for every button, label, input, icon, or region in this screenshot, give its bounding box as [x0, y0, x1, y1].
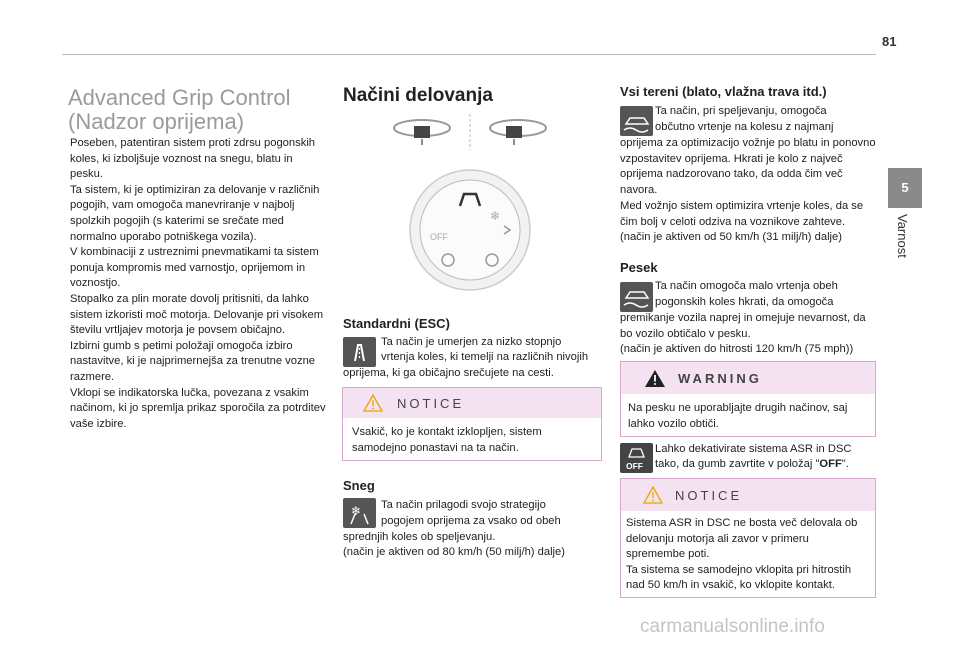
watermark: carmanualsonline.info: [640, 616, 825, 637]
notice-label: NOTICE: [675, 488, 743, 503]
notice-header: [343, 388, 601, 418]
notice-label: NOTICE: [397, 396, 465, 411]
standard-desc-line1: Ta način je umerjen za nizko stopnjo: [381, 336, 562, 348]
mud-desc-line3: oprijema za optimizacijo vožnje po blatu in ponovno vzpostavitev oprijema. Hkrati je kolo z največ oprijema nadzorovano tako, da odda čim več navora.: [620, 137, 876, 196]
notice-warning-icon: [363, 394, 383, 412]
page-number: 81: [882, 34, 897, 49]
mud-desc-line4: Med vožnjo sistem optimizira vrtenje koles, da se čim bolj v celoti odziva na voznikove zahteve.: [620, 200, 864, 228]
warning-box: [620, 361, 876, 437]
warning-label: WARNING: [678, 371, 762, 386]
intro-paragraph: Izbirni gumb s petimi položaji omogoča izbiro nastavitve, ki je najprimernejša za trenutne vozne razmere.: [70, 339, 316, 383]
notice-text: Vsakič, ko je kontakt izklopljen, sistem samodejno ponastavi na ta način.: [352, 426, 542, 454]
section-title: [68, 86, 318, 134]
off-desc-text: tako, da gumb zavrtite v položaj ": [655, 458, 820, 470]
svg-text:❄: ❄: [351, 504, 362, 518]
snow-desc-line4: (način je aktiven od 80 km/h (50 milj/h) dalje): [343, 546, 565, 558]
intro-paragraph: V kombinaciji z ustreznimi pnevmatikami ta sistem ponuja kompromis med varnostjo, oprijemom in voznostjo.: [70, 246, 319, 290]
sand-desc-line1: Ta način omogoča malo vrtenja obeh: [655, 280, 838, 292]
off-icon-text: OFF: [626, 461, 643, 471]
notice-box: [342, 387, 602, 461]
mud-desc-line1: Ta način, pri speljevanju, omogoča: [655, 105, 827, 117]
snow-desc-line1: Ta način prilagodi svojo strategijo: [381, 499, 546, 511]
off-desc-end: ".: [841, 458, 849, 470]
intro-paragraph: Poseben, patentiran sistem proti zdrsu pogonskih koles, ki izboljšuje voznost na snegu, blatu in pesku.: [70, 137, 316, 181]
mud-desc-line2: občutno vrtenje na kolesu z najmanj: [655, 121, 834, 133]
mud-mode-icon: [620, 106, 653, 136]
intro-paragraph: Stopalko za plin morate dovolj pritisniti, da lahko sistem izkoristi moč motorja. Delovanje pri visokem številu vrtljajev motorja je povsem običajno.: [70, 292, 324, 337]
standard-desc-line2: vrtenja koles, ki temelji na različnih nivojih: [381, 351, 589, 363]
modes-title: Načini delovanja: [343, 85, 493, 106]
intro-paragraph: Vklopi se indikatorska lučka, povezana z vsakim načinom, ki jo spremlja prikaz sporočila za potrditev vaše izbire.: [70, 386, 326, 430]
snowflake-icon: ❄: [490, 209, 501, 223]
sand-mode-icon: [620, 282, 653, 312]
snow-desc-line2: pogojem oprijema za vsako od obeh: [381, 515, 561, 527]
header-rule: [62, 54, 876, 55]
section-title-line2: (Nadzor oprijema): [68, 109, 245, 134]
grip-control-dial-illustration: [408, 168, 532, 292]
sand-desc-line3: premikanje vozila naprej in omejuje nevarnost, da bo vozilo obtičalo v pesku.: [620, 312, 866, 340]
warning-header: [621, 362, 875, 394]
notice-warning-icon: [643, 486, 663, 504]
warning-text: Na pesku ne uporabljajte drugih načinov, saj lahko vozilo obtiči.: [628, 402, 848, 430]
chapter-label: [896, 214, 912, 294]
standard-desc-line3: oprijema, ki ga običajno srečujete na cesti.: [343, 367, 554, 379]
snow-mode-heading: Sneg: [343, 478, 375, 493]
notice-header: [621, 479, 875, 511]
notice-paragraph: Ta sistema se samodejno vklopita pri hitrostih nad 50 km/h in vsakič, ko vklopite kontakt.: [626, 563, 852, 592]
notice-box: [620, 478, 876, 598]
chapter-tab: 5: [888, 168, 922, 208]
mud-desc-line5: (način je aktiven od 50 km/h (31 milj/h) dalje): [620, 231, 842, 243]
sand-desc-line4: (način je aktiven do hitrosti 120 km/h (75 mph)): [620, 343, 854, 355]
off-mode-icon: [620, 443, 653, 473]
off-desc-line1: Lahko dekativirate sistema ASR in DSC: [655, 443, 852, 455]
indicator-lamps-illustration: [390, 112, 550, 152]
chapter-title: Varnost: [895, 214, 910, 258]
notice-paragraph: Sistema ASR in DSC ne bosta več delovala ob delovanju motorja ali zavor v primeru spremembe poti.: [626, 517, 858, 561]
esc-mode-icon: [343, 337, 376, 367]
standard-mode-heading: Standardni (ESC): [343, 316, 450, 331]
off-desc-bold: OFF: [819, 458, 842, 470]
notice-text: [621, 511, 875, 598]
mud-mode-heading: Vsi tereni (blato, vlažna trava itd.): [620, 84, 827, 99]
sand-desc-line2: pogonskih koles hkrati, da omogoča: [655, 296, 834, 308]
sand-mode-heading: Pesek: [620, 260, 658, 275]
section-title-line1: Advanced Grip Control: [68, 85, 291, 110]
off-desc-line2: [655, 457, 849, 473]
warning-icon: [644, 369, 666, 388]
snow-mode-icon: [343, 498, 376, 528]
dial-off-label: OFF: [430, 232, 448, 242]
intro-text: [70, 136, 326, 432]
snow-desc-line3: sprednjih koles ob speljevanju.: [343, 531, 496, 543]
intro-paragraph: Ta sistem, ki je optimiziran za delovanje v različnih pogojih, vam omogoča manevriranje v najbolj spolzkih pogojih (s katerimi se srečate med normalno uporabo potniškega vozila).: [70, 183, 320, 243]
